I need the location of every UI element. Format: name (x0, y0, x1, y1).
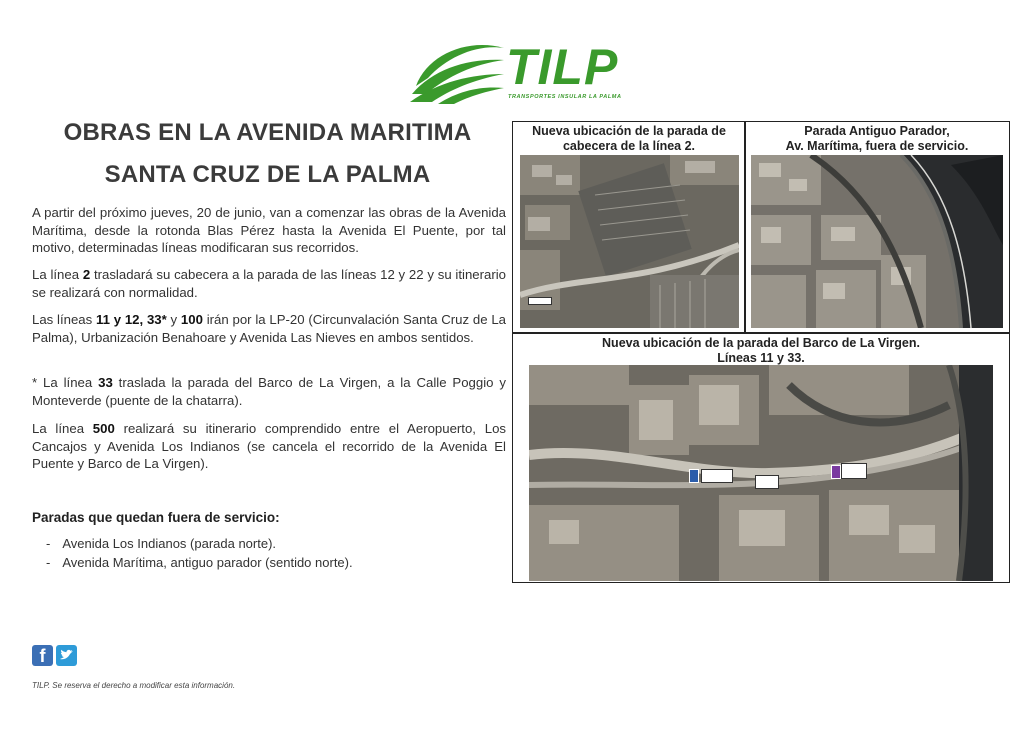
caption-line: Nueva ubicación de la parada de (532, 124, 726, 138)
line-500-paragraph (32, 420, 506, 473)
map-stop-label (841, 463, 867, 479)
text: * La línea (32, 375, 99, 390)
twitter-icon[interactable] (56, 645, 77, 666)
satellite-map-antiguo-parador (751, 155, 1003, 328)
stops-heading: Paradas que quedan fuera de servicio: (32, 510, 280, 525)
caption-line: cabecera de la línea 2. (562, 139, 696, 153)
intro-paragraph: A partir del próximo jueves, 20 de junio, van a comenzar las obras de la Avenida Marítima, desde la rotonda Blas Pérez hasta la Avenida El Puente, por tal motivo, determinadas líneas modificaran sus recorridos. (32, 205, 506, 255)
panel-divider-horizontal (512, 332, 1010, 334)
line-2-paragraph (32, 266, 506, 301)
text: La línea (32, 421, 93, 436)
tilp-logo (408, 34, 620, 106)
caption-line: Av. Marítima, fuera de servicio. (785, 139, 969, 153)
map-stop-label (528, 297, 552, 305)
caption-line: Nueva ubicación de la parada del Barco de La Virgen. (602, 336, 920, 350)
page-subtitle: SANTA CRUZ DE LA PALMA (104, 161, 431, 188)
page-title: OBRAS EN LA AVENIDA MARITIMA (63, 119, 472, 146)
text: Las líneas (32, 312, 97, 327)
tilp-swoosh-icon (408, 34, 508, 106)
lines-11-12-33-100-paragraph (32, 311, 506, 346)
text: irán por la LP-20 (Circunvalación Santa Cruz de La Palma), Urbanización Benahoare y Avenida Las Nieves en ambos sentidos. (32, 312, 506, 345)
line-number: 100 (180, 312, 203, 327)
caption-barco-virgen (514, 336, 1008, 366)
bus-stop-icon (831, 465, 841, 479)
line-number: 2 (82, 267, 91, 282)
line-number: 500 (92, 421, 115, 436)
caption-line: Parada Antiguo Parador, (804, 124, 950, 138)
caption-line: Líneas 11 y 33. (717, 351, 805, 365)
logo-wordmark: TILP (506, 39, 619, 95)
text: y (166, 312, 181, 327)
line-number: 33 (98, 375, 113, 390)
text: traslada la parada del Barco de La Virgen, a la Calle Poggio y Monteverde (puente de la chatarra). (32, 375, 506, 408)
bus-stop-icon (689, 469, 699, 483)
list-item: - Avenida Marítima, antiguo parador (sentido norte). (46, 553, 353, 572)
map-stop-label (755, 475, 779, 489)
caption-antiguo-parador (746, 124, 1008, 154)
caption-line-2-stop (514, 124, 744, 154)
list-item: - Avenida Los Indianos (parada norte). (46, 534, 353, 553)
satellite-map-barco-virgen (529, 365, 993, 581)
facebook-icon[interactable]: f (32, 645, 53, 666)
text: realizará su itinerario comprendido entre el Aeropuerto, Los Cancajos y Avenida Los Indianos (se cancela el recorrido de la Avenida El Puente y Barco de La Virgen). (32, 421, 506, 471)
text: La línea (32, 267, 83, 282)
satellite-map-line-2 (520, 155, 739, 328)
footer-disclaimer: TILP. Se reserva el derecho a modificar esta información. (32, 681, 236, 690)
logo-tagline: TRANSPORTES INSULAR LA PALMA (508, 94, 622, 100)
text: trasladará su cabecera a la parada de las líneas 12 y 22 y su itinerario se realizará con normalidad. (32, 267, 507, 300)
line-33-note-paragraph (32, 374, 506, 409)
map-stop-label (701, 469, 733, 483)
line-number: 11 y 12, 33* (96, 312, 167, 327)
stops-list (46, 534, 353, 572)
